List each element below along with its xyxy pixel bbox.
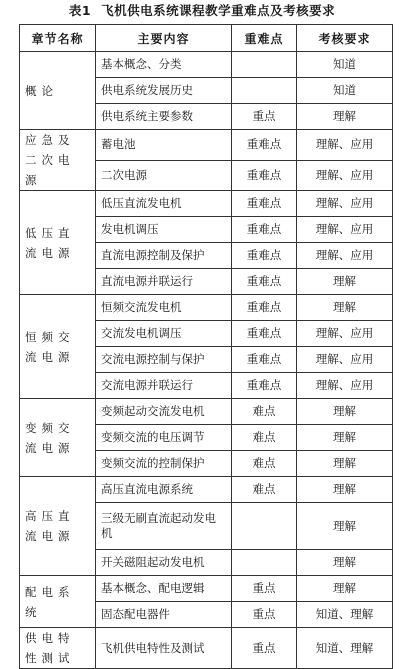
key-point-cell: 重难点 — [232, 160, 297, 191]
key-point-cell: 重难点 — [232, 130, 297, 161]
requirement-cell: 知道 — [297, 78, 393, 104]
table-body — [20, 52, 393, 669]
key-point-cell: 难点 — [232, 451, 297, 477]
header-chapter: 章节名称 — [20, 25, 96, 52]
content-cell: 交流电源并联运行 — [96, 373, 232, 399]
requirement-cell: 理解 — [297, 451, 393, 477]
table-row — [20, 130, 393, 161]
header-key-points: 重难点 — [232, 25, 297, 52]
header-requirement: 考核要求 — [297, 25, 393, 52]
requirement-cell: 理解 — [297, 104, 393, 130]
key-point-cell: 重难点 — [232, 243, 297, 269]
requirement-cell: 理解、应用 — [297, 217, 393, 243]
chapter-name-cell: 供电特性测试 — [20, 628, 96, 669]
requirement-cell: 理解 — [297, 269, 393, 295]
key-point-cell — [232, 503, 297, 550]
key-point-cell: 难点 — [232, 399, 297, 425]
content-cell: 固态配电器件 — [96, 602, 232, 628]
table-row — [20, 52, 393, 78]
content-cell: 发电机调压 — [96, 217, 232, 243]
content-cell: 直流电源并联运行 — [96, 269, 232, 295]
key-point-cell: 重点 — [232, 576, 297, 602]
content-cell: 蓄电池 — [96, 130, 232, 161]
content-cell: 供电系统主要参数 — [96, 104, 232, 130]
key-point-cell: 重难点 — [232, 373, 297, 399]
key-point-cell: 重难点 — [232, 191, 297, 217]
key-point-cell: 难点 — [232, 425, 297, 451]
chapter-name-cell: 恒频交流电源 — [20, 295, 96, 399]
requirement-cell: 理解 — [297, 576, 393, 602]
table-row — [20, 477, 393, 503]
requirement-cell: 知道、理解 — [297, 602, 393, 628]
table-row — [20, 628, 393, 669]
chapter-name-cell: 高压直流电源 — [20, 477, 96, 576]
key-point-cell: 重点 — [232, 104, 297, 130]
table-title: 飞机供电系统课程教学重难点及考核要求 — [101, 3, 336, 18]
requirement-cell: 理解、应用 — [297, 347, 393, 373]
chapter-name-cell: 变频交流电源 — [20, 399, 96, 477]
content-cell: 开关磁阻起动发电机 — [96, 550, 232, 576]
content-cell: 基本概念、配电逻辑 — [96, 576, 232, 602]
content-cell: 直流电源控制及保护 — [96, 243, 232, 269]
requirement-cell: 理解 — [297, 503, 393, 550]
key-point-cell: 重难点 — [232, 269, 297, 295]
key-point-cell: 重点 — [232, 602, 297, 628]
content-cell: 交流发电机调压 — [96, 321, 232, 347]
table-row — [20, 576, 393, 602]
content-cell: 高压直流电源系统 — [96, 477, 232, 503]
content-cell: 基本概念、分类 — [96, 52, 232, 78]
content-cell: 低压直流发电机 — [96, 191, 232, 217]
content-cell: 变频交流的电压调节 — [96, 425, 232, 451]
table-number: 表1 — [68, 3, 92, 18]
key-point-cell: 重难点 — [232, 347, 297, 373]
chapter-name-cell: 低压直流电源 — [20, 191, 96, 295]
header-row — [20, 25, 393, 52]
key-point-cell — [232, 52, 297, 78]
chapter-name-cell: 配电系统 — [20, 576, 96, 628]
requirement-cell: 理解 — [297, 399, 393, 425]
content-cell: 变频起动交流发电机 — [96, 399, 232, 425]
requirement-cell: 知道 — [297, 52, 393, 78]
content-cell: 恒频交流发电机 — [96, 295, 232, 321]
course-requirements-table — [19, 24, 393, 669]
table-caption — [0, 0, 404, 22]
content-cell: 三级无刷直流起动发电机 — [96, 503, 232, 550]
requirement-cell: 理解、应用 — [297, 191, 393, 217]
content-cell: 二次电源 — [96, 160, 232, 191]
requirement-cell: 理解 — [297, 295, 393, 321]
table-row — [20, 191, 393, 217]
content-cell: 供电系统发展历史 — [96, 78, 232, 104]
key-point-cell — [232, 550, 297, 576]
table-row — [20, 399, 393, 425]
key-point-cell: 重难点 — [232, 295, 297, 321]
table-row — [20, 295, 393, 321]
key-point-cell: 重难点 — [232, 217, 297, 243]
header-content: 主要内容 — [96, 25, 232, 52]
requirement-cell: 理解、应用 — [297, 373, 393, 399]
requirement-cell: 理解 — [297, 425, 393, 451]
requirement-cell: 理解、应用 — [297, 130, 393, 161]
requirement-cell: 知道、理解 — [297, 628, 393, 669]
chapter-name-cell: 概论 — [20, 52, 96, 130]
requirement-cell: 理解、应用 — [297, 243, 393, 269]
chapter-name-cell: 应急及二次电源 — [20, 130, 96, 191]
content-cell: 变频交流的控制保护 — [96, 451, 232, 477]
requirement-cell: 理解、应用 — [297, 321, 393, 347]
key-point-cell — [232, 78, 297, 104]
requirement-cell: 理解 — [297, 550, 393, 576]
key-point-cell: 重难点 — [232, 321, 297, 347]
requirement-cell: 理解、应用 — [297, 160, 393, 191]
content-cell: 交流电源控制与保护 — [96, 347, 232, 373]
requirement-cell: 理解 — [297, 477, 393, 503]
key-point-cell: 难点 — [232, 477, 297, 503]
key-point-cell: 重点 — [232, 628, 297, 669]
content-cell: 飞机供电特性及测试 — [96, 628, 232, 669]
